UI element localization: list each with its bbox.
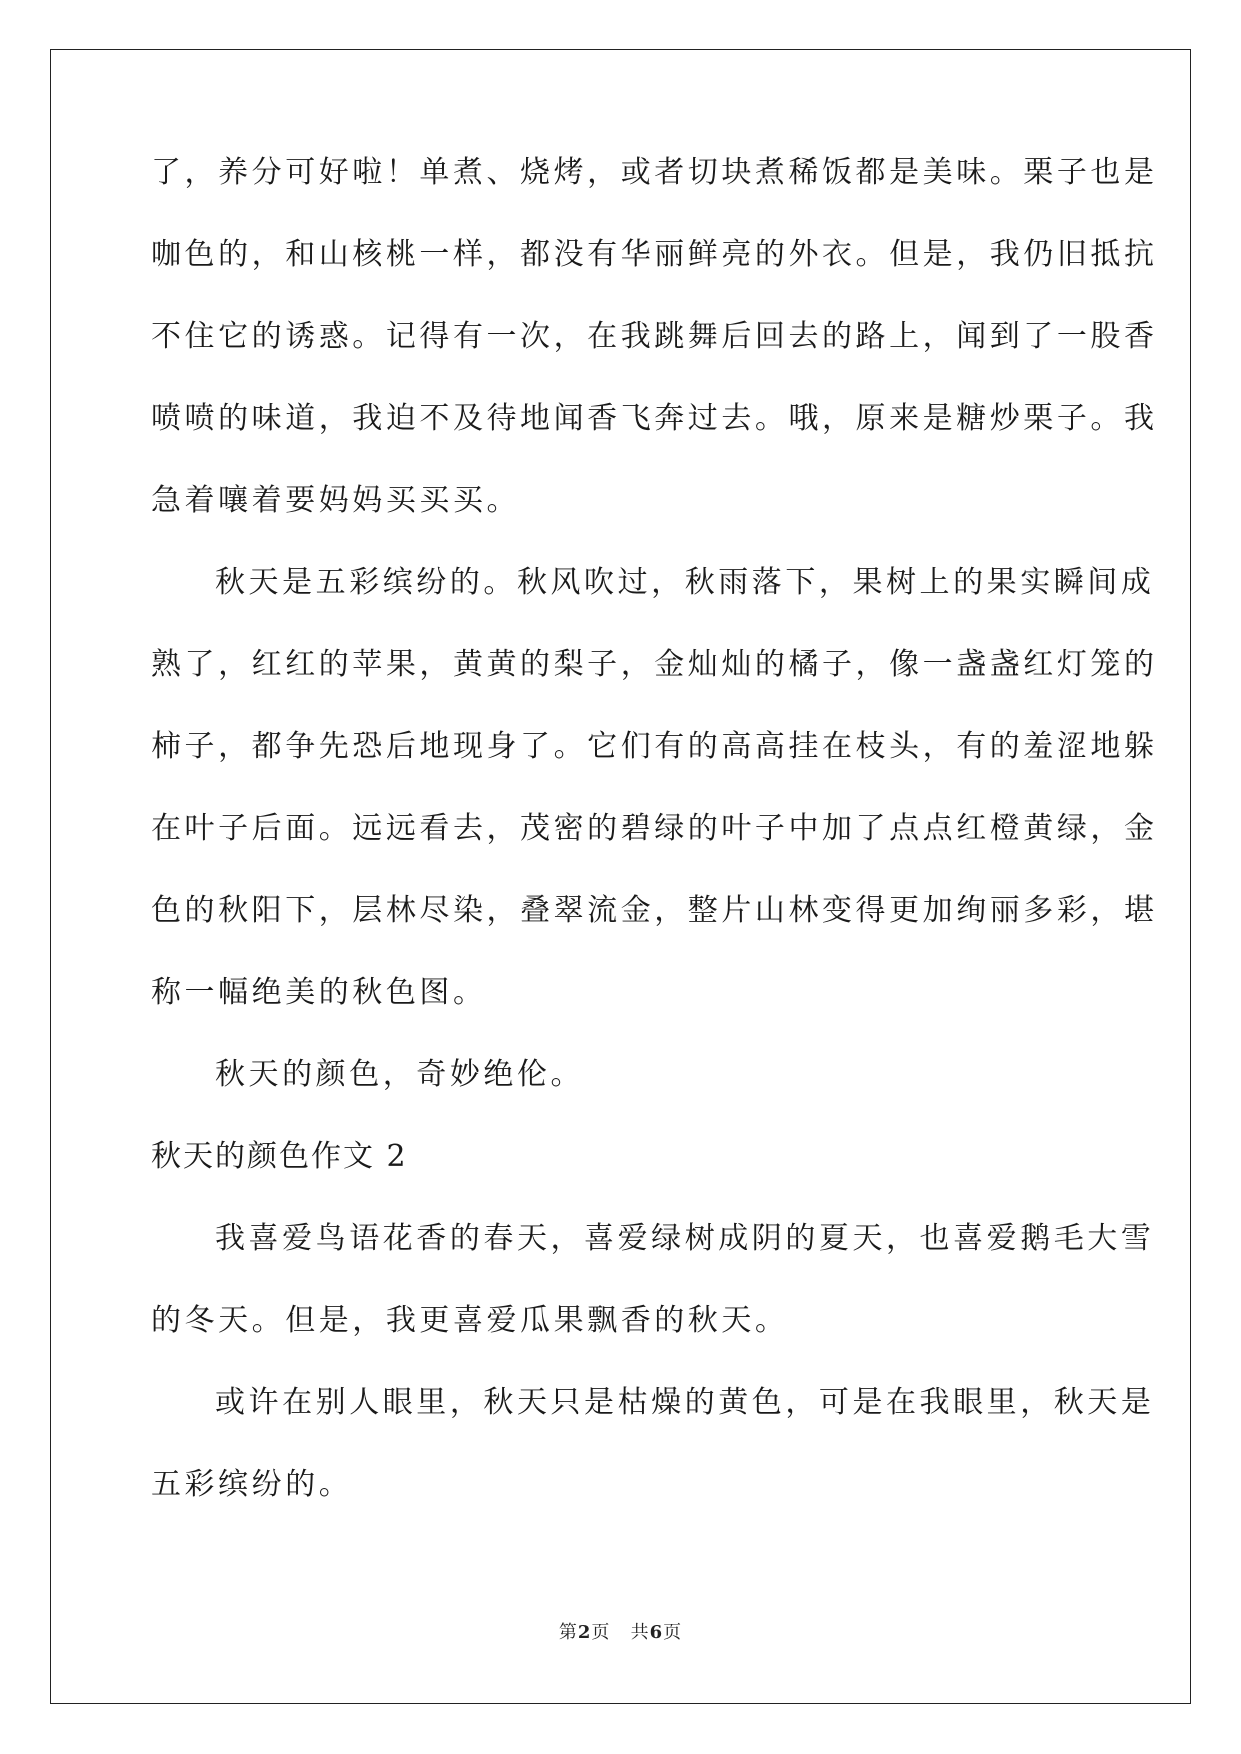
paragraph-start-line: 秋天是五彩缤纷的。秋风吹过，秋雨落下，果树上的果实瞬间成 [215, 565, 1155, 600]
document-body [151, 155, 1158, 1551]
body-line: 称一幅绝美的秋色图。 [151, 975, 487, 1010]
body-line: 了，养分可好啦！单煮、烧烤，或者切块煮稀饭都是美味。栗子也是 [151, 155, 1158, 190]
footer-page-word: 页 [591, 1622, 611, 1643]
body-line: 的冬天。但是，我更喜爱瓜果飘香的秋天。 [151, 1303, 789, 1338]
body-line: 不住它的诱惑。记得有一次，在我跳舞后回去的路上，闻到了一股香 [151, 319, 1158, 354]
paragraph-start-line: 秋天的颜色，奇妙绝伦。 [215, 1057, 585, 1092]
footer-prefix: 第 [558, 1622, 578, 1643]
paragraph-start-line: 我喜爱鸟语花香的春天，喜爱绿树成阴的夏天，也喜爱鹅毛大雪 [215, 1221, 1155, 1256]
body-line: 喷喷的味道，我迫不及待地闻香飞奔过去。哦，原来是糖炒栗子。我 [151, 401, 1158, 436]
body-line: 咖色的，和山核桃一样，都没有华丽鲜亮的外衣。但是，我仍旧抵抗 [151, 237, 1158, 272]
footer-total-suffix: 页 [663, 1622, 683, 1643]
body-line: 急着嚷着要妈妈买买买。 [151, 483, 521, 518]
body-line: 色的秋阳下，层林尽染，叠翠流金，整片山林变得更加绚丽多彩，堪 [151, 893, 1158, 928]
section-heading: 秋天的颜色作文 2 [151, 1139, 408, 1174]
body-line: 熟了，红红的苹果，黄黄的梨子，金灿灿的橘子，像一盏盏红灯笼的 [151, 647, 1158, 682]
paragraph-start-line: 或许在别人眼里，秋天只是枯燥的黄色，可是在我眼里，秋天是 [215, 1385, 1155, 1420]
body-line: 在叶子后面。远远看去，茂密的碧绿的叶子中加了点点红橙黄绿，金 [151, 811, 1158, 846]
body-line: 柿子，都争先恐后地现身了。它们有的高高挂在枝头，有的羞涩地躲 [151, 729, 1158, 764]
current-page-number: 2 [577, 1622, 592, 1643]
footer-total-prefix: 共 [630, 1622, 650, 1643]
page-footer [0, 1618, 1241, 1644]
body-line: 五彩缤纷的。 [151, 1467, 353, 1502]
total-page-count: 6 [649, 1622, 664, 1643]
